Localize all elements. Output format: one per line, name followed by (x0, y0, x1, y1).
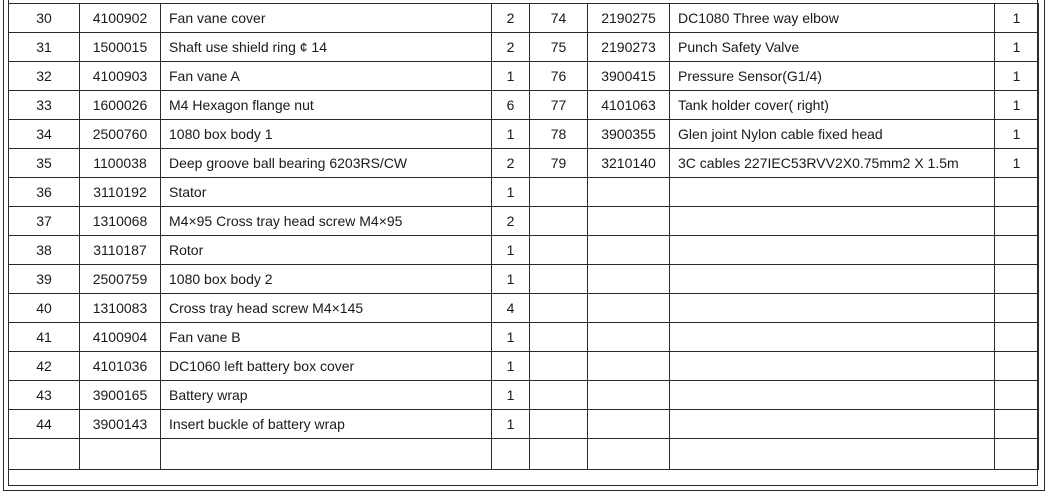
right-part-code-cell (588, 265, 670, 294)
right-part-name-cell (670, 265, 995, 294)
right-item-number-cell: 74 (530, 4, 588, 33)
left-quantity-cell (492, 439, 530, 470)
right-part-name-cell (670, 323, 995, 352)
table-row (9, 4, 1039, 33)
left-item-number-cell: 42 (9, 352, 80, 381)
left-quantity-cell: 1 (492, 236, 530, 265)
left-part-name-cell: Fan vane cover (161, 4, 492, 33)
right-item-number-cell: 79 (530, 149, 588, 178)
left-quantity-cell: 2 (492, 4, 530, 33)
left-item-number-cell (9, 439, 80, 470)
right-item-number-cell: 75 (530, 33, 588, 62)
table-row (9, 62, 1039, 91)
left-item-number-cell: 43 (9, 381, 80, 410)
right-item-number-cell (530, 178, 588, 207)
left-quantity-cell: 2 (492, 33, 530, 62)
left-part-name-cell: Stator (161, 178, 492, 207)
left-part-name-cell (161, 439, 492, 470)
right-quantity-cell (995, 178, 1039, 207)
left-part-name-cell: Cross tray head screw M4×145 (161, 294, 492, 323)
left-part-name-cell: DC1060 left battery box cover (161, 352, 492, 381)
right-part-code-cell (588, 352, 670, 381)
right-part-name-cell (670, 178, 995, 207)
right-part-name-cell (670, 207, 995, 236)
left-item-number-cell: 37 (9, 207, 80, 236)
right-part-name-cell: DC1080 Three way elbow (670, 4, 995, 33)
right-part-name-cell: Tank holder cover( right) (670, 91, 995, 120)
left-part-code-cell (80, 439, 161, 470)
right-part-code-cell (588, 236, 670, 265)
right-quantity-cell: 1 (995, 4, 1039, 33)
left-quantity-cell: 6 (492, 91, 530, 120)
left-quantity-cell: 1 (492, 265, 530, 294)
right-part-name-cell: Glen joint Nylon cable fixed head (670, 120, 995, 149)
left-quantity-cell: 1 (492, 381, 530, 410)
right-quantity-cell: 1 (995, 33, 1039, 62)
left-part-code-cell: 3900143 (80, 410, 161, 439)
right-part-name-cell (670, 352, 995, 381)
left-part-name-cell: 1080 box body 2 (161, 265, 492, 294)
right-quantity-cell: 1 (995, 91, 1039, 120)
right-item-number-cell (530, 439, 588, 470)
right-item-number-cell (530, 207, 588, 236)
right-quantity-cell (995, 323, 1039, 352)
table-row (9, 410, 1039, 439)
left-item-number-cell: 34 (9, 120, 80, 149)
left-quantity-cell: 1 (492, 62, 530, 91)
right-part-code-cell: 2190275 (588, 4, 670, 33)
left-part-name-cell: M4×95 Cross tray head screw M4×95 (161, 207, 492, 236)
table-row (9, 33, 1039, 62)
left-part-name-cell: M4 Hexagon flange nut (161, 91, 492, 120)
table-row (9, 352, 1039, 381)
right-quantity-cell: 1 (995, 62, 1039, 91)
left-part-name-cell: Shaft use shield ring ¢ 14 (161, 33, 492, 62)
right-part-code-cell (588, 178, 670, 207)
right-part-code-cell (588, 381, 670, 410)
right-part-name-cell: Punch Safety Valve (670, 33, 995, 62)
right-item-number-cell (530, 236, 588, 265)
left-quantity-cell: 2 (492, 149, 530, 178)
left-part-code-cell: 1600026 (80, 91, 161, 120)
left-item-number-cell: 38 (9, 236, 80, 265)
parts-list-table (8, 3, 1039, 470)
right-quantity-cell: 1 (995, 120, 1039, 149)
right-item-number-cell (530, 381, 588, 410)
left-quantity-cell: 1 (492, 120, 530, 149)
table-row (9, 236, 1039, 265)
left-part-name-cell: Fan vane B (161, 323, 492, 352)
right-quantity-cell (995, 236, 1039, 265)
right-part-code-cell (588, 207, 670, 236)
right-part-code-cell (588, 323, 670, 352)
right-part-name-cell (670, 381, 995, 410)
right-quantity-cell (995, 265, 1039, 294)
table-row (9, 294, 1039, 323)
right-part-code-cell: 4101063 (588, 91, 670, 120)
left-part-code-cell: 1310083 (80, 294, 161, 323)
left-quantity-cell: 1 (492, 323, 530, 352)
right-item-number-cell: 77 (530, 91, 588, 120)
right-part-code-cell (588, 294, 670, 323)
right-part-name-cell (670, 236, 995, 265)
right-part-code-cell (588, 410, 670, 439)
left-quantity-cell: 1 (492, 352, 530, 381)
right-item-number-cell: 78 (530, 120, 588, 149)
right-item-number-cell: 76 (530, 62, 588, 91)
left-part-code-cell: 2500759 (80, 265, 161, 294)
right-quantity-cell (995, 381, 1039, 410)
right-part-name-cell: Pressure Sensor(G1/4) (670, 62, 995, 91)
right-item-number-cell (530, 410, 588, 439)
left-item-number-cell: 31 (9, 33, 80, 62)
right-part-name-cell (670, 439, 995, 470)
left-part-code-cell: 4100902 (80, 4, 161, 33)
right-item-number-cell (530, 352, 588, 381)
table-row (9, 178, 1039, 207)
left-item-number-cell: 32 (9, 62, 80, 91)
table-row (9, 265, 1039, 294)
left-part-code-cell: 1100038 (80, 149, 161, 178)
left-part-code-cell: 2500760 (80, 120, 161, 149)
right-part-code-cell: 3900415 (588, 62, 670, 91)
right-part-name-cell (670, 410, 995, 439)
left-quantity-cell: 4 (492, 294, 530, 323)
right-quantity-cell (995, 207, 1039, 236)
table-row (9, 381, 1039, 410)
right-quantity-cell (995, 439, 1039, 470)
left-part-code-cell: 1310068 (80, 207, 161, 236)
left-item-number-cell: 33 (9, 91, 80, 120)
right-quantity-cell (995, 352, 1039, 381)
left-part-code-cell: 4101036 (80, 352, 161, 381)
left-part-name-cell: Fan vane A (161, 62, 492, 91)
left-quantity-cell: 2 (492, 207, 530, 236)
left-part-code-cell: 3110187 (80, 236, 161, 265)
left-part-code-cell: 4100903 (80, 62, 161, 91)
right-part-code-cell: 3210140 (588, 149, 670, 178)
right-quantity-cell (995, 410, 1039, 439)
left-part-name-cell: Deep groove ball bearing 6203RS/CW (161, 149, 492, 178)
left-item-number-cell: 41 (9, 323, 80, 352)
left-quantity-cell: 1 (492, 410, 530, 439)
left-part-name-cell: Insert buckle of battery wrap (161, 410, 492, 439)
left-item-number-cell: 39 (9, 265, 80, 294)
left-item-number-cell: 35 (9, 149, 80, 178)
table-row (9, 91, 1039, 120)
left-item-number-cell: 44 (9, 410, 80, 439)
right-item-number-cell (530, 294, 588, 323)
left-part-name-cell: Battery wrap (161, 381, 492, 410)
left-part-name-cell: 1080 box body 1 (161, 120, 492, 149)
left-item-number-cell: 30 (9, 4, 80, 33)
table-row (9, 120, 1039, 149)
table-row (9, 207, 1039, 236)
right-part-code-cell (588, 439, 670, 470)
right-item-number-cell (530, 265, 588, 294)
left-part-code-cell: 4100904 (80, 323, 161, 352)
left-item-number-cell: 36 (9, 178, 80, 207)
right-quantity-cell (995, 294, 1039, 323)
left-quantity-cell: 1 (492, 178, 530, 207)
right-part-code-cell: 2190273 (588, 33, 670, 62)
right-part-code-cell: 3900355 (588, 120, 670, 149)
table-row (9, 149, 1039, 178)
left-item-number-cell: 40 (9, 294, 80, 323)
right-part-name-cell (670, 294, 995, 323)
right-part-name-cell: 3C cables 227IEC53RVV2X0.75mm2 X 1.5m (670, 149, 995, 178)
left-part-code-cell: 1500015 (80, 33, 161, 62)
left-part-name-cell: Rotor (161, 236, 492, 265)
left-part-code-cell: 3110192 (80, 178, 161, 207)
left-part-code-cell: 3900165 (80, 381, 161, 410)
table-row (9, 323, 1039, 352)
right-item-number-cell (530, 323, 588, 352)
table-row (9, 439, 1039, 470)
right-quantity-cell: 1 (995, 149, 1039, 178)
